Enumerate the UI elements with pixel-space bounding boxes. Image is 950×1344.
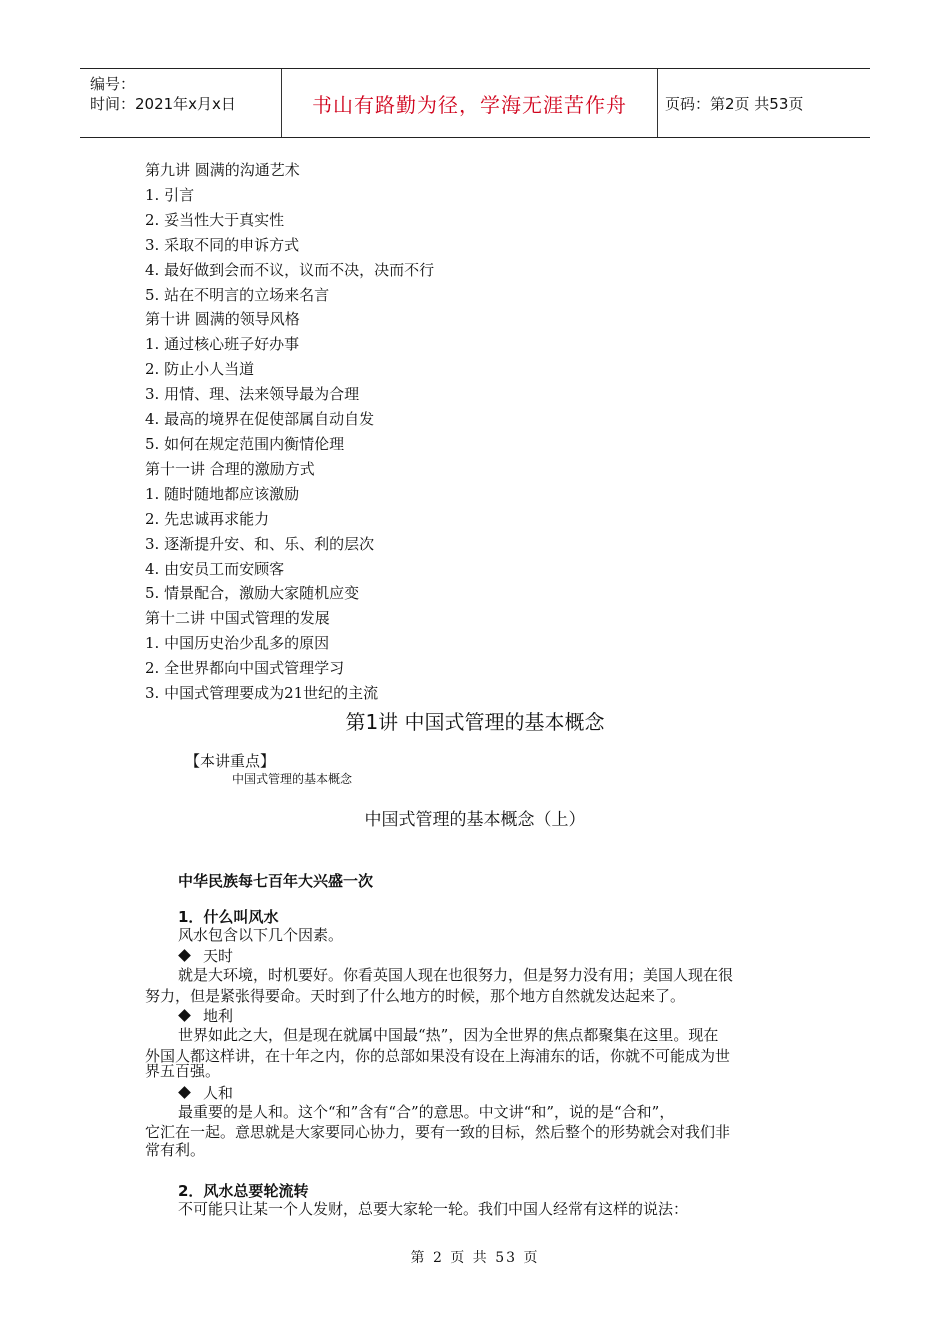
toc-item: 第十讲 圆满的领导风格	[145, 310, 300, 329]
page-footer: 第 2 页 共 53 页	[410, 1250, 540, 1266]
paragraph-line: 它汇在一起。意思就是大家要同心协力，要有一致的目标，然后整个的形势就会对我们非	[145, 1123, 731, 1141]
toc-item: 3. 采取不同的申诉方式	[145, 235, 300, 254]
toc-item: 第九讲 圆满的沟通艺术	[145, 161, 300, 179]
toc-item: 2. 妥当性大于真实性	[145, 210, 285, 229]
toc-item: 1. 中国历史治少乱多的原因	[145, 634, 330, 653]
bullet-label: 地利	[203, 1007, 234, 1025]
toc-item: 5. 情景配合，激励大家随机应变	[145, 584, 360, 603]
subheading-fengshui: 1．什么叫风水	[178, 908, 279, 926]
document-number-label: 编号：	[90, 75, 136, 93]
header-page-number: 页码：第2页 共53页	[665, 94, 804, 113]
lecture-title: 第1讲 中国式管理的基本概念	[345, 710, 605, 734]
document-time-label: 时间：2021年x月x日	[90, 95, 236, 113]
toc-item: 5. 站在不明言的立场来名言	[145, 285, 330, 304]
paragraph-line: 最重要的是人和。这个“和”含有“合”的意思。中文讲“和”，说的是“合和”，	[178, 1103, 675, 1121]
main-heading: 中华民族每七百年大兴盛一次	[178, 872, 374, 890]
paragraph-line: 努力，但是紧张得要命。天时到了什么地方的时候，那个地方自然就发达起来了。	[145, 987, 686, 1005]
toc-item: 2. 全世界都向中国式管理学习	[145, 659, 345, 678]
bullet-label: 天时	[203, 947, 234, 965]
section-title: 中国式管理的基本概念（上）	[364, 810, 586, 830]
toc-item: 4. 最高的境界在促使部属自动自发	[145, 410, 375, 429]
toc-item: 2. 防止小人当道	[145, 360, 255, 379]
bullet-tianshi	[178, 945, 233, 966]
toc-item: 1. 通过核心班子好办事	[145, 335, 300, 354]
paragraph-line: 就是大环境，时机要好。你看英国人现在也很努力，但是努力没有用；美国人现在很	[178, 966, 734, 984]
toc-item: 3. 用情、理、法来领导最为合理	[145, 385, 360, 404]
paragraph-line: 外国人都这样讲，在十年之内，你的总部如果没有设在上海浦东的话，你就不可能成为世	[145, 1047, 731, 1065]
toc-item: 4. 最好做到会而不议，议而不决，决而不行	[145, 260, 435, 279]
header-info-cell	[80, 69, 280, 137]
toc-item: 1. 引言	[145, 185, 195, 204]
bullet-dili	[178, 1005, 233, 1026]
diamond-bullet-icon	[178, 1086, 191, 1099]
bullet-renhe	[178, 1082, 233, 1103]
paragraph-line: 常有利。	[145, 1141, 206, 1159]
toc-item: 第十二讲 中国式管理的发展	[145, 609, 330, 628]
toc-item: 第十一讲 合理的激励方式	[145, 459, 315, 478]
focus-text: 中国式管理的基本概念	[232, 772, 353, 786]
toc-item: 3. 中国式管理要成为21世纪的主流	[145, 684, 379, 703]
paragraph-line: 世界如此之大，但是现在就属中国最“热”，因为全世界的焦点都聚集在这里。现在	[178, 1026, 719, 1044]
diamond-bullet-icon	[178, 949, 191, 962]
diamond-bullet-icon	[178, 1009, 191, 1022]
page-header	[80, 68, 870, 138]
paragraph-line: 不可能只让某一个人发财，总要大家轮一轮。我们中国人经常有这样的说法：	[178, 1200, 689, 1218]
toc-item: 3. 逐渐提升安、和、乐、利的层次	[145, 534, 375, 553]
toc-item: 1. 随时随地都应该激励	[145, 484, 300, 503]
toc-item: 2. 先忠诚再求能力	[145, 509, 270, 528]
paragraph-line: 界五百强。	[145, 1062, 221, 1080]
header-motto: 书山有路勤为径，学海无涯苦作舟	[281, 69, 658, 137]
subheading-rotation: 2．风水总要轮流转	[178, 1182, 309, 1200]
intro-paragraph: 风水包含以下几个因素。	[178, 926, 344, 944]
focus-label: 【本讲重点】	[185, 752, 276, 770]
toc-item: 4. 由安员工而安顾客	[145, 559, 285, 578]
toc-item: 5. 如何在规定范围内衡情伦理	[145, 434, 345, 453]
table-of-contents	[145, 158, 434, 706]
bullet-label: 人和	[203, 1084, 234, 1102]
